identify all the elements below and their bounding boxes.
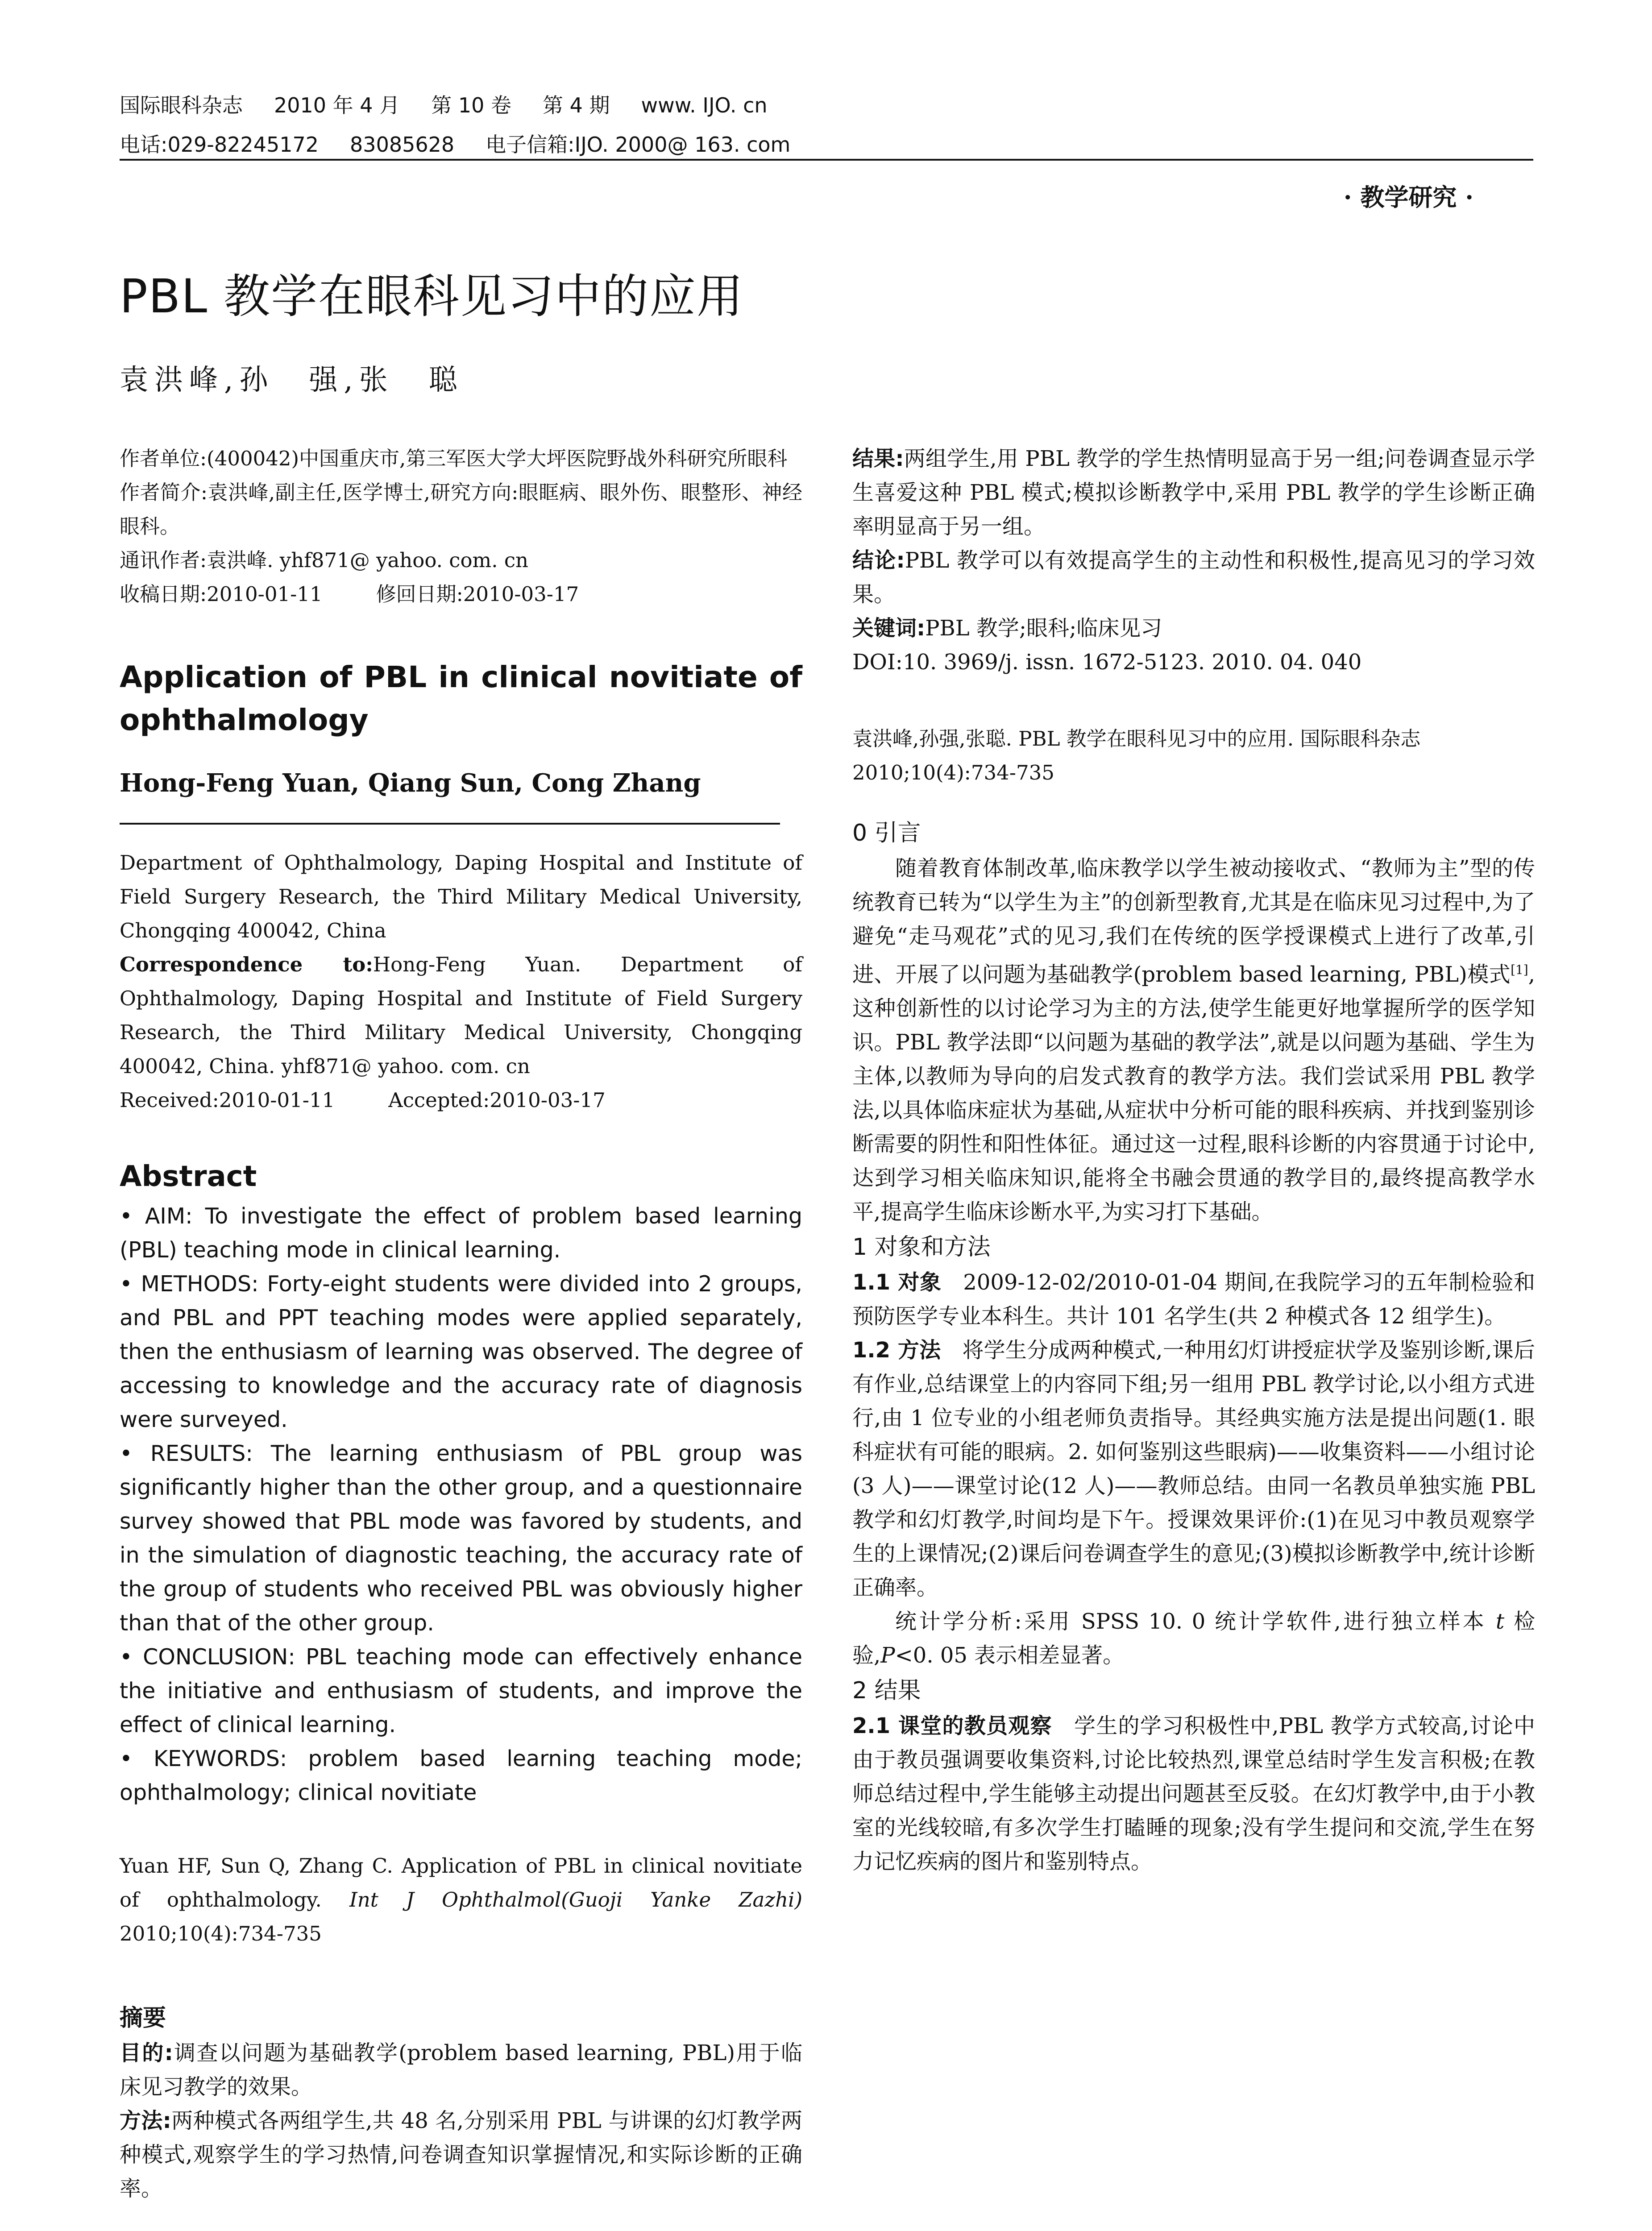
author-info — [120, 442, 802, 611]
authors-rule — [120, 823, 780, 825]
running-header-line-2 — [120, 129, 822, 158]
header-rule — [120, 159, 1533, 161]
abstract-zh-part-1 — [120, 2036, 802, 2206]
correspondence-text: Hong-Feng Yuan. Department of Ophthalmology, Daping Hospital and Institute of Field Surgery Research, the Third Military Medical University, Chongqing 400042, China. yhf871@ yahoo. com. cn — [120, 953, 802, 1078]
methods-text-zh: 两种模式各两组学生,共 48 名,分别采用 PBL 与讲课的幻灯教学两种模式,观察学生的学习热情,问卷调查知识掌握情况,和实际诊断的正确率。 — [120, 2108, 802, 2201]
abstract-aim: • AIM: To investigate the effect of problem based learning (PBL) teaching mode in clinical learning. — [120, 1203, 802, 1263]
citation-en — [120, 1849, 802, 1951]
left-column — [120, 442, 802, 2206]
citation-en-post: 2010;10(4):734-735 — [120, 1922, 322, 1945]
abstract-zh-aim — [120, 2036, 802, 2104]
issue-number: 第 4 期 — [542, 93, 610, 117]
abstract-zh-methods — [120, 2104, 802, 2206]
citation-en-journal: Int J Ophthalmol(Guoji Yanke Zazhi) — [349, 1888, 802, 1912]
correspondence-label: Correspondence to: — [120, 953, 373, 976]
intro-paragraph — [852, 851, 1535, 1229]
observation-text: 学生的学习积极性中,PBL 教学方式较高,讨论中由于教员强调要收集资料,讨论比较热烈,课堂总结时学生发言积极;在教师总结过程中,学生能够主动提出问题甚至反驳。在幻灯教学中,由于小教室的光线较暗,有多次学生打瞌睡的现象;没有学生提问和交流,学生在努力记忆疾病的图片和鉴别特点。 — [852, 1713, 1535, 1874]
methods-text: 将学生分成两种模式,一种用幻灯讲授症状学及鉴别诊断,课后有作业,总结课堂上的内容同下组;另一组用 PBL 教学讨论,以小组方式进行,由 1 位专业的小组老师负责指导。其经典实施方法是提出问题(1. 眼科症状有可能的眼病。2. 如何鉴别这些眼病)——收集资料——小组讨论(3 人)——课堂讨论(12 人)——教师总结。由同一名教员单独实施 PBL 教学和幻灯教学,时间均是下午。授课效果评价:(1)在见习中教员观察学生的上课情况;(2)课后问卷调查学生的意见;(3)模拟诊断教学中,统计诊断正确率。 — [852, 1338, 1535, 1600]
citation-en-pre: Yuan HF, Sun Q, Zhang C. Application of PBL in clinical novitiate of ophthalmology. — [120, 1854, 802, 1912]
subjects-text: 2009-12-02/2010-01-04 期间,在我院学习的五年制检验和预防医学专业本科生。共计 101 名学生(共 2 种模式各 12 组学生)。 — [852, 1270, 1535, 1329]
abstract-keywords: • KEYWORDS: problem based learning teaching mode; ophthalmology; clinical novitiate — [120, 1746, 802, 1805]
department-en: Department of Ophthalmology, Daping Hospital and Institute of Field Surgery Research, the Third Military Medical University, Chongqing 400042, China — [120, 851, 802, 942]
affiliation-en — [120, 846, 802, 1117]
volume: 第 10 卷 — [431, 93, 511, 117]
abstract-heading-zh: 摘要 — [120, 2005, 166, 2032]
statistics-paragraph — [852, 1605, 1535, 1672]
issue-date: 2010 年 4 月 — [274, 93, 400, 117]
running-header-line-1 — [120, 89, 799, 119]
abstract-zh-part-2 — [852, 442, 1535, 679]
section-results-heading: 2 结果 — [852, 1677, 921, 1704]
journal-email: 电子信箱:IJO. 2000@ 163. com — [486, 133, 791, 157]
abstract-conclusion: • CONCLUSION: PBL teaching mode can effectively enhance the initiative and enthusiasm of students, and improve the effect of clinical learning. — [120, 1644, 802, 1738]
methods-paragraph — [852, 1333, 1535, 1605]
citation-zh: 袁洪峰,孙强,张聪. PBL 教学在眼科见习中的应用. 国际眼科杂志 2010;10(4):734-735 — [852, 727, 1421, 784]
journal-website: www. IJO. cn — [641, 93, 768, 117]
results-text-zh: 两组学生,用 PBL 教学的学生热情明显高于另一组;问卷调查显示学生喜爱这种 PBL 模式;模拟诊断教学中,采用 PBL 教学的学生诊断正确率明显高于另一组。 — [852, 446, 1535, 539]
intro-text-b: ,这种创新性的以讨论学习为主的方法,使学生能更好地掌握所学的医学知识。PBL 教学法即“以问题为基础的教学法”,就是以问题为基础、学生为主体,以教师为导向的启发式教育的教学方法。我们尝试采用 PBL 教学法,以具体临床症状为基础,从症状中分析可能的眼科疾病、并找到鉴别诊断需要的阴性和阳性体征。通过这一过程,眼科诊断的内容贯通于讨论中,达到学习相关临床知识,能将全书融会贯通的教学目的,最终提高教学水平,提高学生临床诊断水平,为实习打下基础。 — [852, 962, 1535, 1224]
stat-p: P — [880, 1643, 895, 1668]
stat-text-b: 检验, — [852, 1609, 1535, 1668]
abstract-methods: • METHODS: Forty-eight students were divided into 2 groups, and PBL and PPT teaching modes were applied separately, then the enthusiasm of learning was observed. The degree of accessing to knowledge and the accuracy rate of diagnosis were surveyed. — [120, 1271, 802, 1432]
author-unit: 作者单位:(400042)中国重庆市,第三军医大学大坪医院野战外科研究所眼科 — [120, 447, 788, 470]
methods-label: 1.2 方法 — [852, 1338, 941, 1363]
stat-text-c: <0. 05 表示相差显著。 — [895, 1643, 1125, 1668]
results-label-zh: 结果: — [852, 446, 904, 471]
conclusion-label-zh: 结论: — [852, 548, 905, 573]
revised-date-zh: 修回日期:2010-03-17 — [376, 582, 579, 606]
stat-text-a: 统计学分析:采用 SPSS 10. 0 统计学软件,进行独立样本 — [895, 1609, 1487, 1634]
dates-en — [120, 1083, 802, 1117]
keywords-label-zh: 关键词: — [852, 616, 926, 641]
correspondence-zh: 通讯作者:袁洪峰. yhf871@ yahoo. com. cn — [120, 548, 529, 572]
subjects-label: 1.1 对象 — [852, 1270, 942, 1295]
keywords-text-zh: PBL 教学;眼科;临床见习 — [925, 616, 1162, 641]
abstract-zh-results — [852, 442, 1535, 543]
article-title-en: Application of PBL in clinical novitiate of ophthalmology — [120, 660, 802, 737]
methods-label-zh: 方法: — [120, 2108, 171, 2133]
journal-phone-2: 83085628 — [350, 133, 455, 157]
correspondence-en — [120, 948, 802, 1083]
stat-t: t — [1495, 1609, 1505, 1634]
aim-label-zh: 目的: — [120, 2040, 173, 2065]
intro-text-a: 随着教育体制改革,临床教学以学生被动接收式、“教师为主”型的传统教育已转为“以学生为主”的创新型教育,尤其是在临床见习过程中,为了避免“走马观花”式的见习,我们在传统的医学授课模式上进行了改革,引进、开展了以问题为基础教学(problem based learning, PBL)模式 — [852, 856, 1535, 987]
authors-zh: 袁洪峰,孙 强,张 聪 — [120, 364, 464, 397]
dates-zh — [120, 577, 802, 611]
received-date-zh: 收稿日期:2010-01-11 — [120, 582, 323, 606]
section-methods-heading: 1 对象和方法 — [852, 1234, 991, 1261]
right-column — [852, 442, 1535, 1879]
journal-name: 国际眼科杂志 — [120, 93, 243, 117]
abstract-results: • RESULTS: The learning enthusiasm of PBL group was significantly higher than the other group, and a questionnaire survey showed that PBL mode was favored by students, and in the simulation of diagnostic teaching, the accuracy rate of the group of students who received PBL was obviously higher than that of the other group. — [120, 1441, 802, 1636]
aim-text-zh: 调查以问题为基础教学(problem based learning, PBL)用于临床见习教学的效果。 — [120, 2040, 802, 2099]
abstract-en — [120, 1199, 802, 1810]
abstract-zh-keywords — [852, 611, 1535, 645]
author-bio: 作者简介:袁洪峰,副主任,医学博士,研究方向:眼眶病、眼外伤、眼整形、神经眼科。 — [120, 481, 802, 538]
section-tag: · 教学研究 · — [1343, 183, 1474, 211]
observation-label: 2.1 课堂的教员观察 — [852, 1713, 1052, 1738]
observation-paragraph — [852, 1709, 1535, 1879]
journal-phone: 电话:029-82245172 — [120, 133, 319, 157]
received-date-en: Received:2010-01-11 — [120, 1088, 335, 1112]
authors-en: Hong-Feng Yuan, Qiang Sun, Cong Zhang — [120, 768, 701, 798]
article-title-zh: PBL 教学在眼科见习中的应用 — [120, 269, 744, 323]
abstract-heading-en: Abstract — [120, 1160, 257, 1193]
accepted-date-en: Accepted:2010-03-17 — [388, 1088, 606, 1112]
reference-marker: [1] — [1511, 962, 1528, 977]
subjects-paragraph — [852, 1265, 1535, 1333]
abstract-zh-conclusion — [852, 543, 1535, 611]
doi: DOI:10. 3969/j. issn. 1672-5123. 2010. 04. 040 — [852, 650, 1362, 675]
section-intro-heading: 0 引言 — [852, 820, 921, 846]
conclusion-text-zh: PBL 教学可以有效提高学生的主动性和积极性,提高见习的学习效果。 — [852, 548, 1536, 607]
